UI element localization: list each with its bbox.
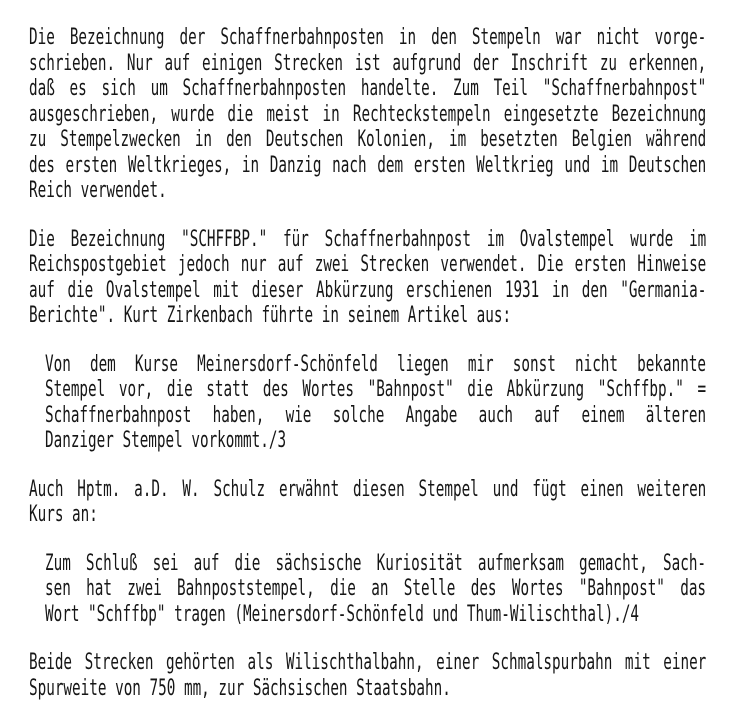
text-line: Reichspostgebiet jedoch nur auf zwei Strecken verwendet. Die ersten Hinweise <box>29 252 707 277</box>
paragraph-schffbp <box>29 227 732 329</box>
text-line: Wort "Schffbp" tragen (Meinersdorf-Schönfeld und Thum-Wilischthal)./4 <box>45 601 640 627</box>
text-line: Stempel vor, die statt des Wortes "Bahnpost" die Abkürzung "Schffbp." = <box>45 377 707 402</box>
paragraph-schulz <box>29 477 732 528</box>
text-line: ausgeschrieben, wurde die meist in Rechteckstempeln eingesetzte Bezeichnung <box>29 101 707 127</box>
text-line: des ersten Weltkrieges, in Danzig nach dem ersten Weltkrieg und im Deutschen <box>29 152 707 178</box>
text-line: sen hat zwei Bahnpoststempel, die an Stelle des Wortes "Bahnpost" das <box>45 576 707 601</box>
text-line: Schaffnerbahnpost haben, wie solche Angabe auch auf einem älteren <box>45 402 707 428</box>
text-line: Danziger Stempel vorkommt./3 <box>45 428 287 453</box>
text-line: daß es sich um Schaffnerbahnposten handelte. Zum Teil "Schaffnerbahnpost" <box>29 76 707 101</box>
text-line: Beide Strecken gehörten als Wilischthalbahn, einer Schmalspurbahn mit einer <box>29 650 707 675</box>
text-line: Die Bezeichnung der Schaffnerbahnposten in den Stempeln war nicht vorge- <box>29 25 707 50</box>
quote-zirkenbach <box>29 352 732 454</box>
text-line: Von dem Kurse Meinersdorf-Schönfeld liegen mir sonst nicht bekannte <box>45 351 707 377</box>
text-line: Kurs an: <box>29 502 98 527</box>
paragraph-intro <box>29 25 732 204</box>
text-line: zu Stempelzwecken in den Deutschen Kolonien, im besetzten Belgien während <box>29 127 707 152</box>
text-line: auf die Ovalstempel mit dieser Abkürzung erschienen 1931 in den "Germania- <box>29 277 707 303</box>
text-line: schrieben. Nur auf einigen Strecken ist aufgrund der Inschrift zu erkennen, <box>29 50 707 76</box>
text-line: Zum Schluß sei auf die sächsische Kuriosität aufmerksam gemacht, Sach- <box>45 550 707 576</box>
text-line: Die Bezeichnung "SCHFFBP." für Schaffnerbahnpost im Ovalstempel wurde im <box>29 226 707 252</box>
paragraph-wilischthalbahn <box>29 650 732 701</box>
text-line: Reich verwendet. <box>29 178 167 203</box>
text-line: Berichte". Kurt Zirkenbach führte in seinem Artikel aus: <box>29 303 512 328</box>
text-line: Spurweite von 750 mm, zur Sächsischen Staatsbahn. <box>29 675 451 701</box>
text-line: Auch Hptm. a.D. W. Schulz erwähnt diesen Stempel und fügt einen weiteren <box>29 476 707 502</box>
quote-schulz <box>29 551 732 628</box>
